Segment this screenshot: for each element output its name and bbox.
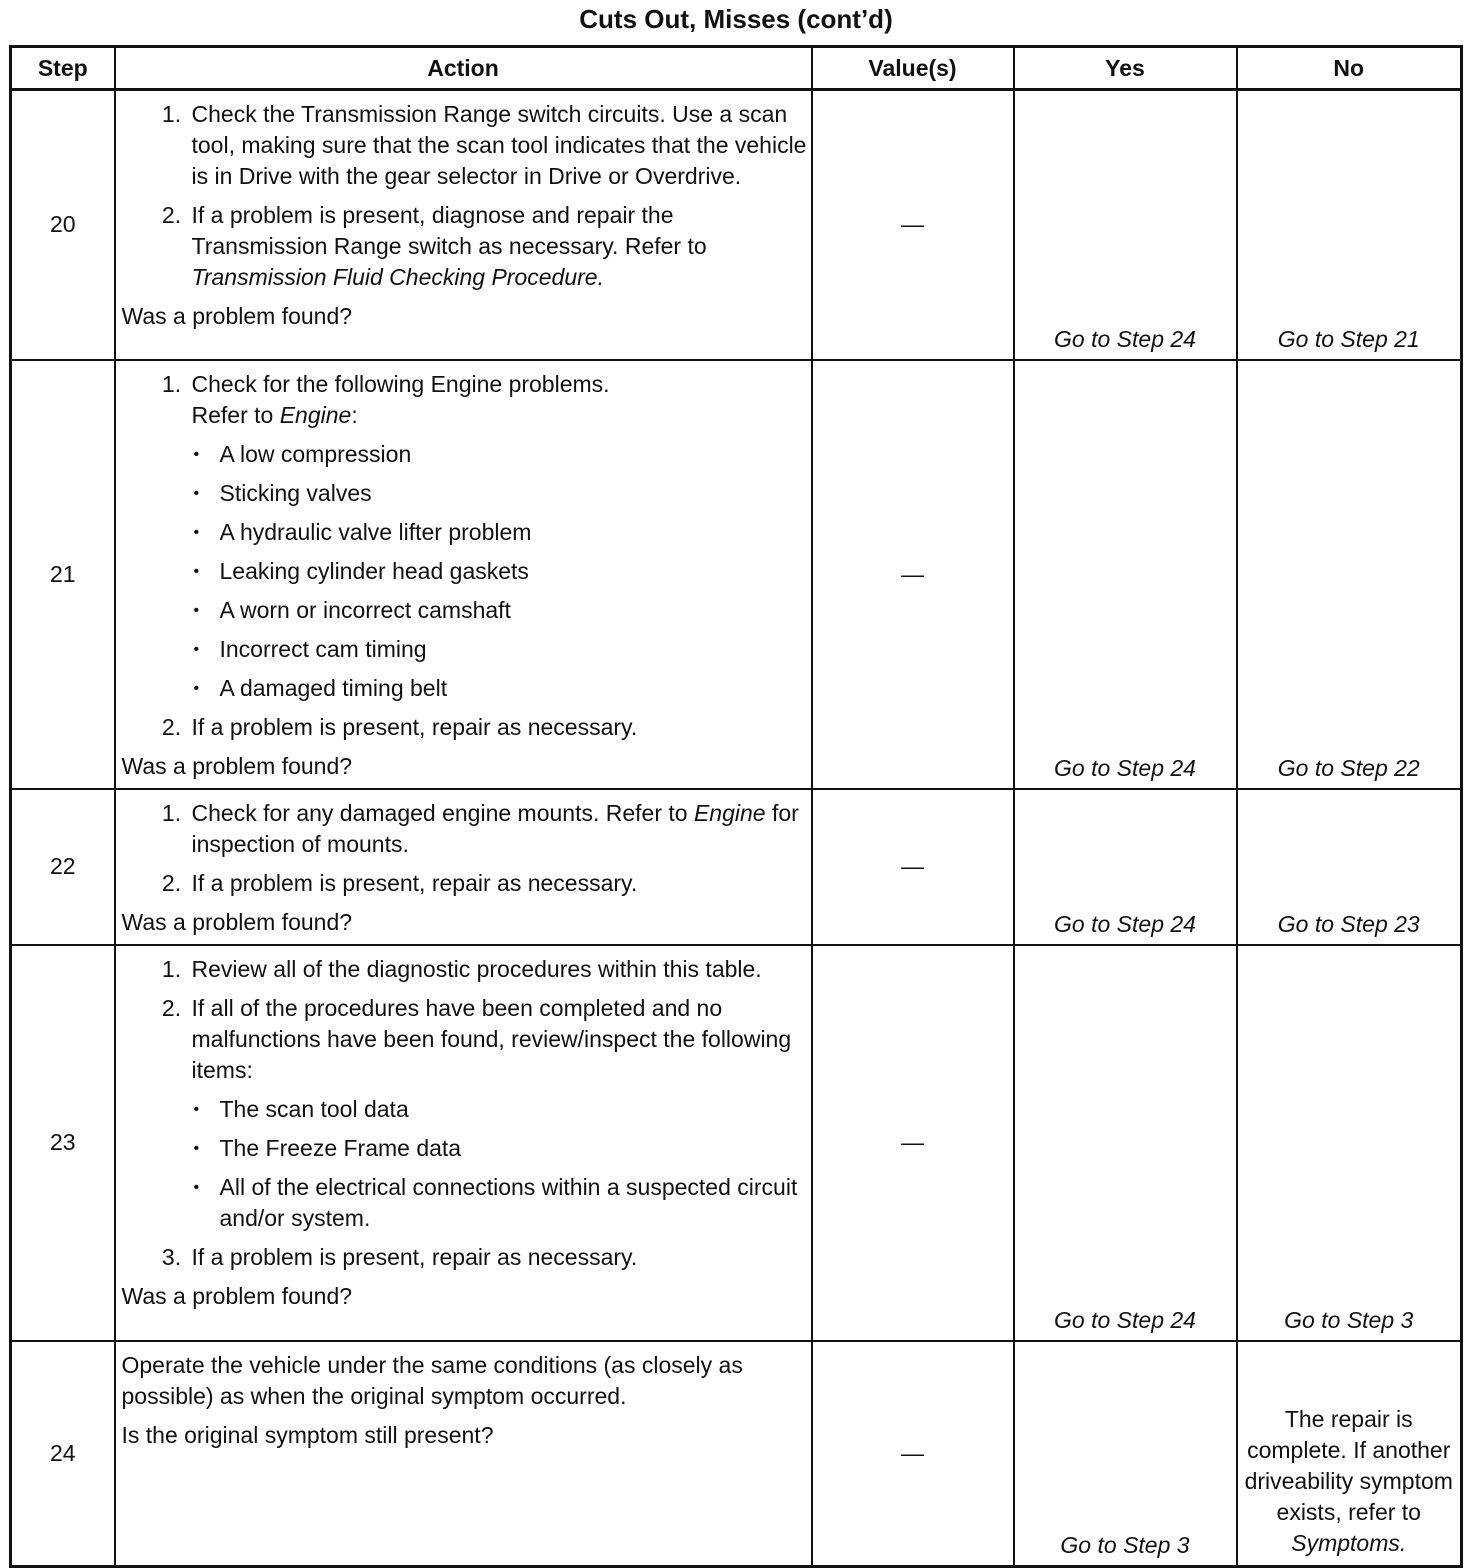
list-item: • The Freeze Frame data	[220, 1133, 807, 1164]
table-header-row	[11, 47, 1462, 90]
action-cell	[115, 360, 812, 789]
column-header-action: Action	[115, 47, 812, 90]
value-cell: —	[812, 789, 1014, 945]
yes-result: Go to Step 24	[1014, 789, 1237, 945]
action-text: Operate the vehicle under the same conditions (as closely as possible) as when the original symptom occurred.	[121, 1351, 743, 1409]
yes-result: Go to Step 3	[1014, 1341, 1237, 1567]
list-item: • A worn or incorrect camshaft	[220, 595, 807, 626]
action-step	[188, 798, 807, 860]
page-title: Cuts Out, Misses (cont’d)	[579, 4, 893, 34]
no-result: Go to Step 23	[1237, 789, 1462, 945]
action-step	[188, 993, 807, 1234]
no-result: Go to Step 3	[1237, 945, 1462, 1341]
action-text: If all of the procedures have been completed and no malfunctions have been found, review/inspect the following items:	[191, 994, 792, 1083]
list-item: • Leaking cylinder head gaskets	[220, 556, 807, 587]
value-cell: —	[812, 360, 1014, 789]
bullet-list	[192, 1094, 807, 1234]
action-step	[188, 369, 807, 704]
no-result	[1237, 1341, 1462, 1567]
reference-link-text: Engine	[693, 799, 766, 826]
list-item: • Incorrect cam timing	[220, 634, 807, 665]
bullet-list	[192, 439, 807, 704]
action-step	[188, 954, 807, 985]
action-text: :	[351, 401, 358, 428]
no-result: Go to Step 21	[1237, 90, 1462, 360]
question-text: Was a problem found?	[121, 908, 353, 935]
action-text: Review all of the diagnostic procedures within this table.	[191, 955, 762, 982]
no-result-text: The repair is complete. If another driveability symptom exists, refer to	[1244, 1406, 1453, 1525]
value-cell: —	[812, 90, 1014, 360]
action-text: Check for the following Engine problems.	[191, 370, 610, 397]
action-text: Check the Transmission Range switch circuits. Use a scan tool, making sure that the scan tool indicates that the vehicle is in Drive with the gear selector in Drive or Overdrive.	[191, 101, 807, 189]
action-step	[188, 99, 807, 192]
action-cell	[115, 945, 812, 1341]
action-steps	[122, 954, 807, 1273]
step-number: 20	[11, 90, 115, 360]
list-item: • A hydraulic valve lifter problem	[220, 517, 807, 548]
yes-result: Go to Step 24	[1014, 360, 1237, 789]
action-text: Refer to	[191, 401, 280, 428]
action-text: If a problem is present, diagnose and repair the Transmission Range switch as necessary. Refer to	[191, 202, 707, 259]
action-steps	[122, 369, 807, 743]
column-header-values: Value(s)	[812, 47, 1014, 90]
question-text: Is the original symptom still present?	[121, 1421, 494, 1448]
yes-result: Go to Step 24	[1014, 90, 1237, 360]
reference-link-text: Engine	[279, 401, 352, 428]
list-item: • A low compression	[220, 439, 807, 470]
action-step	[188, 1242, 807, 1273]
column-header-no: No	[1237, 47, 1462, 90]
no-result: Go to Step 22	[1237, 360, 1462, 789]
question-text: Was a problem found?	[121, 1282, 353, 1309]
action-steps	[122, 99, 807, 293]
action-step	[188, 200, 807, 293]
action-steps	[122, 798, 807, 899]
list-item: • A damaged timing belt	[220, 673, 807, 704]
action-step	[188, 712, 807, 743]
table-row-step-24	[11, 1341, 1462, 1567]
action-cell	[115, 90, 812, 360]
table-row-step-21	[11, 360, 1462, 789]
column-header-yes: Yes	[1014, 47, 1237, 90]
value-cell: —	[812, 1341, 1014, 1567]
action-text: for inspection of mounts.	[191, 799, 799, 857]
table-row-step-20	[11, 90, 1462, 360]
step-number: 24	[11, 1341, 115, 1567]
step-number: 21	[11, 360, 115, 789]
column-header-step: Step	[11, 47, 115, 90]
action-text: Check for any damaged engine mounts. Refer to	[191, 799, 694, 826]
yes-result: Go to Step 24	[1014, 945, 1237, 1341]
action-text: If a problem is present, repair as necessary.	[191, 1243, 638, 1270]
table-row-step-23	[11, 945, 1462, 1341]
diagnostic-table	[9, 45, 1463, 1568]
action-text: If a problem is present, repair as necessary.	[191, 713, 638, 740]
value-cell: —	[812, 945, 1014, 1341]
step-number: 22	[11, 789, 115, 945]
list-item: • Sticking valves	[220, 478, 807, 509]
reference-link-text: Transmission Fluid Checking Procedure.	[191, 264, 604, 290]
table-row-step-22	[11, 789, 1462, 945]
action-cell	[115, 1341, 812, 1567]
action-step	[188, 868, 807, 899]
question-text: Was a problem found?	[121, 303, 353, 329]
step-number: 23	[11, 945, 115, 1341]
action-text: If a problem is present, repair as necessary.	[191, 869, 638, 896]
action-cell	[115, 789, 812, 945]
list-item: • All of the electrical connections within a suspected circuit and/or system.	[220, 1172, 807, 1234]
list-item: • The scan tool data	[220, 1094, 807, 1125]
question-text: Was a problem found?	[121, 752, 353, 779]
reference-link-text: Symptoms.	[1291, 1530, 1407, 1556]
